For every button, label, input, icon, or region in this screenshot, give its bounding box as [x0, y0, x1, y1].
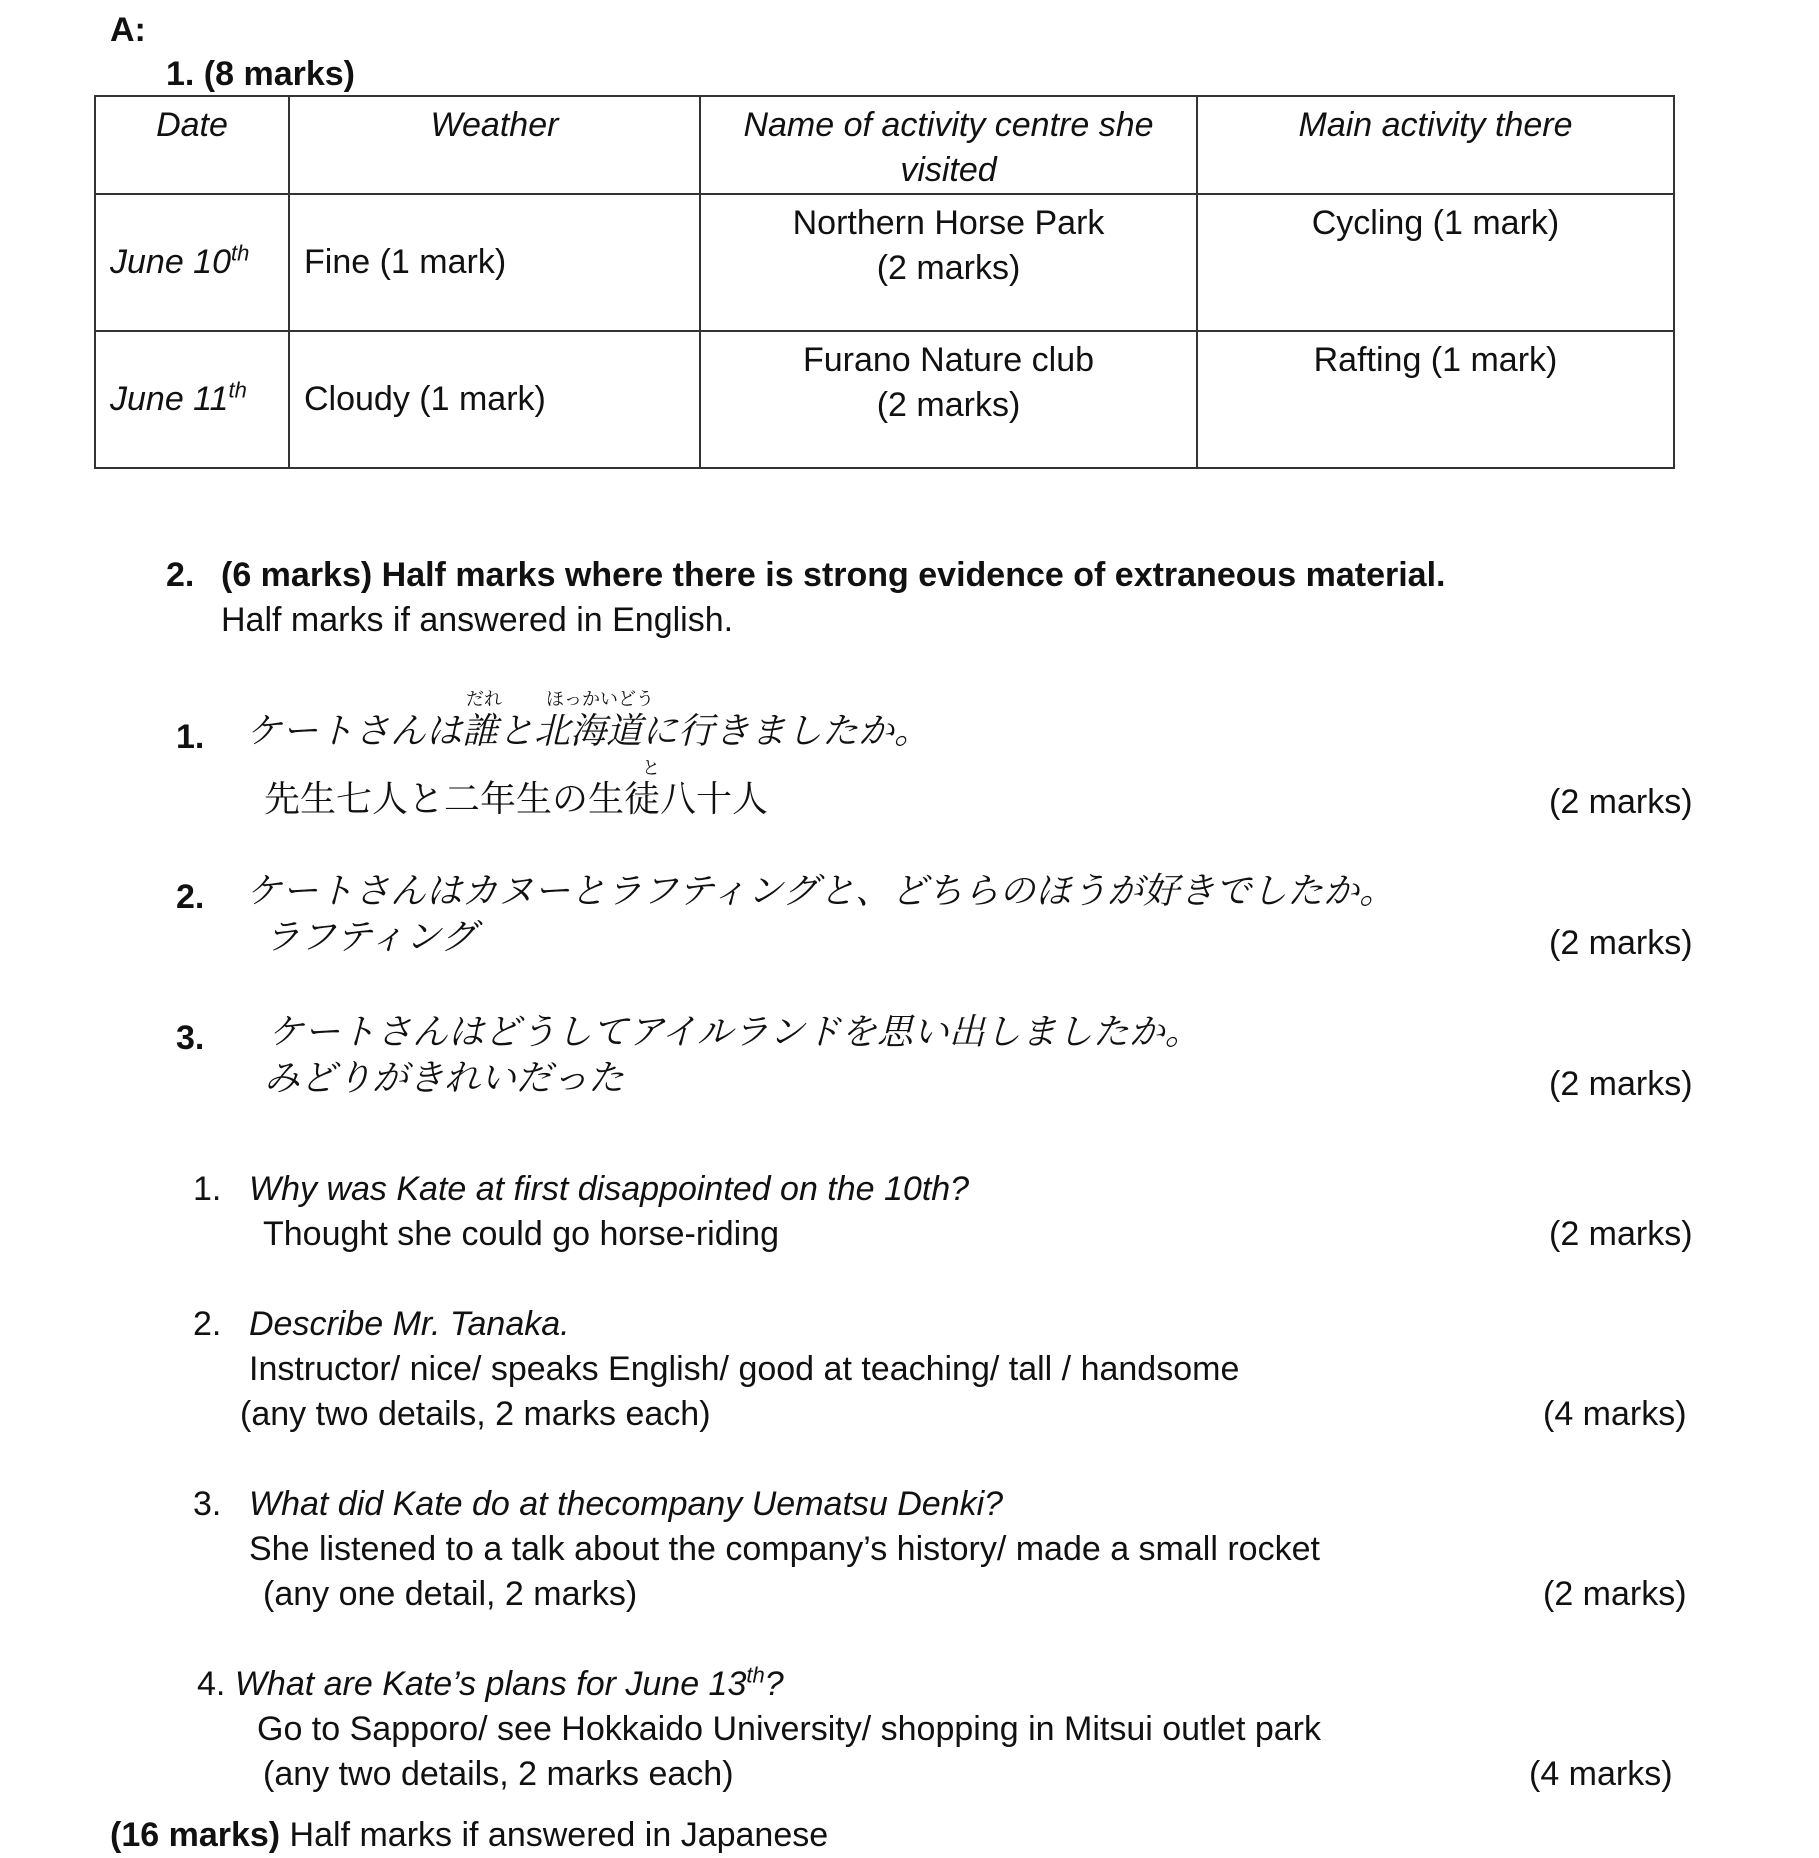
col-header-date: Date — [95, 96, 289, 194]
cell-activity: Rafting (1 mark) — [1197, 331, 1674, 468]
q2-item-number: 2. — [176, 878, 205, 916]
q2-item-marks: (2 marks) — [1549, 924, 1693, 962]
q1-answer-table — [94, 95, 1675, 469]
cell-date: June 11th — [95, 331, 289, 468]
q3-item-marks: (2 marks) — [1549, 1215, 1693, 1253]
q2-item-number: 3. — [176, 1019, 205, 1057]
q3-item-answer: Thought she could go horse-riding — [263, 1215, 779, 1253]
q2-item-marks: (2 marks) — [1549, 1065, 1693, 1103]
q2-item-question: ケートさんはどうしてアイルランドを思い出しましたか。 — [268, 1012, 1201, 1053]
q3-item-note: (any one detail, 2 marks) — [263, 1575, 638, 1613]
q2-item-number: 1. — [176, 718, 205, 756]
q3-item-number: 2. — [193, 1305, 222, 1343]
q3-item-4-question: 4. What are Kate’s plans for June 13th? — [197, 1662, 784, 1703]
col-header-weather: Weather — [289, 96, 700, 194]
q3-item-marks: (4 marks) — [1529, 1755, 1673, 1793]
q2-item-answer: ラフティング — [264, 917, 477, 958]
q3-item-marks: (2 marks) — [1543, 1575, 1687, 1613]
cell-centre: Furano Nature club (2 marks) — [700, 331, 1197, 468]
q3-item-number: 3. — [193, 1485, 222, 1523]
q2-item-answer: みどりがきれいだった — [264, 1058, 625, 1099]
q3-item-question: What did Kate do at thecompany Uematsu Denki? — [249, 1485, 1004, 1523]
section-label: A: — [110, 11, 146, 49]
ruby-to: と — [642, 758, 660, 779]
table-row — [95, 194, 1674, 331]
q2-heading: (6 marks) Half marks where there is strong evidence of extraneous material. — [221, 556, 1446, 594]
q1-heading: 1. (8 marks) — [166, 55, 355, 93]
q2-subheading: Half marks if answered in English. — [221, 601, 734, 639]
q2-item-answer: 先生七人と二年生の生徒八十人 — [264, 779, 769, 820]
q3-item-answer: Instructor/ nice/ speaks English/ good at teaching/ tall / handsome — [249, 1350, 1240, 1388]
q3-item-note: (any two details, 2 marks each) — [263, 1755, 734, 1793]
col-header-centre: Name of activity centre she visited — [700, 96, 1197, 194]
ruby-hokkaido: ほっかいどう — [546, 689, 654, 710]
q2-item-question: ケートさんはカヌーとラフティングと、どちらのほうが好きでしたか。 — [246, 871, 1396, 912]
cell-date: June 10th — [95, 194, 289, 331]
q3-footer: (16 marks) Half marks if answered in Japanese — [110, 1816, 829, 1854]
cell-activity: Cycling (1 mark) — [1197, 194, 1674, 331]
q2-item-question: ケートさんは誰と北海道に行きましたか。 — [246, 711, 931, 752]
q3-item-answer: Go to Sapporo/ see Hokkaido University/ shopping in Mitsui outlet park — [257, 1710, 1321, 1748]
cell-weather: Cloudy (1 mark) — [289, 331, 700, 468]
q3-item-marks: (4 marks) — [1543, 1395, 1687, 1433]
q2-number: 2. — [166, 556, 195, 594]
q3-item-question: Describe Mr. Tanaka. — [249, 1305, 570, 1343]
table-header-row — [95, 96, 1674, 194]
q3-item-note: (any two details, 2 marks each) — [240, 1395, 711, 1433]
cell-weather: Fine (1 mark) — [289, 194, 700, 331]
col-header-activity: Main activity there — [1197, 96, 1674, 194]
table-row — [95, 331, 1674, 468]
ruby-dare: だれ — [466, 689, 502, 710]
q2-item-marks: (2 marks) — [1549, 783, 1693, 821]
cell-centre: Northern Horse Park (2 marks) — [700, 194, 1197, 331]
q3-item-answer: She listened to a talk about the company’s history/ made a small rocket — [249, 1530, 1320, 1568]
q3-item-question: Why was Kate at first disappointed on the 10th? — [249, 1170, 970, 1208]
q3-item-number: 1. — [193, 1170, 222, 1208]
